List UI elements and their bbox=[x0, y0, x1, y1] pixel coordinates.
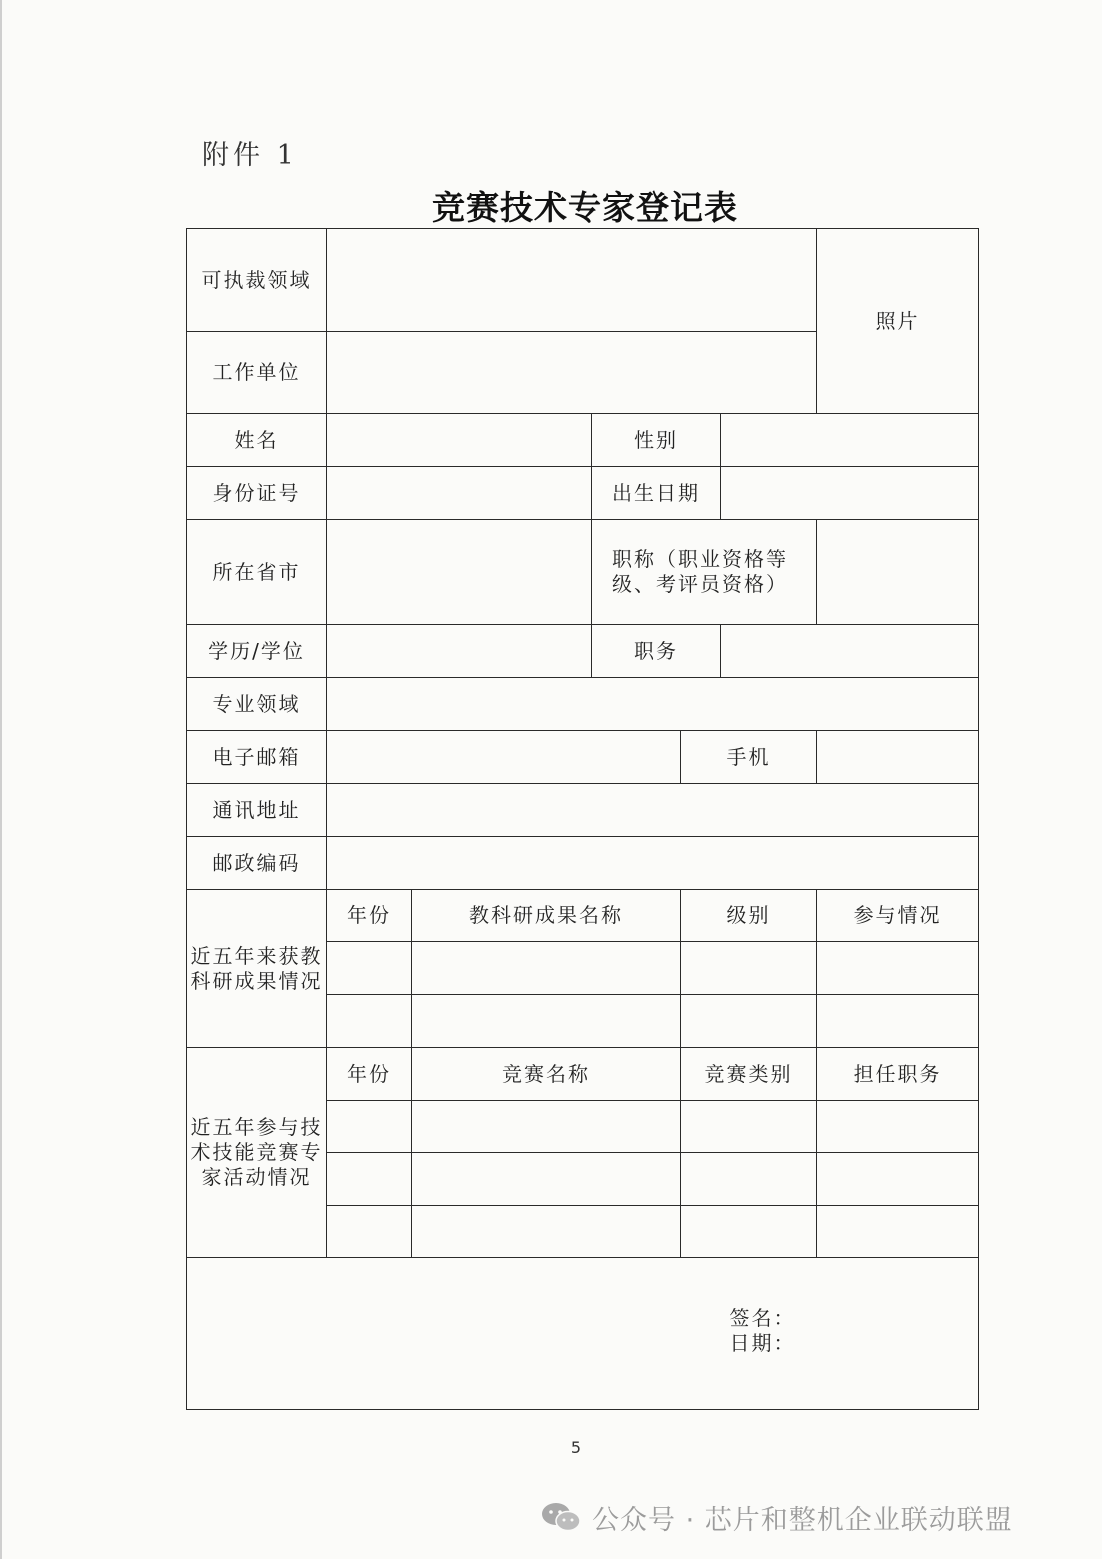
research-row-1-year[interactable] bbox=[327, 942, 412, 995]
watermark-text: 公众号 · 芯片和整机企业联动联盟 bbox=[592, 1504, 1013, 1536]
birth-date-label: 出生日期 bbox=[592, 467, 721, 520]
specialty-label: 专业领域 bbox=[187, 678, 327, 731]
competition-year-header: 年份 bbox=[327, 1048, 412, 1101]
research-level-header: 级别 bbox=[681, 890, 817, 942]
competition-row-3-name[interactable] bbox=[412, 1206, 681, 1258]
education-label: 学历/学位 bbox=[187, 625, 327, 678]
domain-input-cell[interactable] bbox=[327, 229, 817, 332]
postal-code-input-cell[interactable] bbox=[327, 837, 979, 890]
competition-row-3-role[interactable] bbox=[817, 1206, 979, 1258]
work-unit-label: 工作单位 bbox=[187, 332, 327, 414]
position-input-cell[interactable] bbox=[721, 625, 979, 678]
name-label: 姓名 bbox=[187, 414, 327, 467]
research-participation-header: 参与情况 bbox=[817, 890, 979, 942]
competition-section-label: 近五年参与技术技能竞赛专家活动情况 bbox=[187, 1048, 327, 1258]
id-number-input-cell[interactable] bbox=[327, 467, 592, 520]
research-row-2-name[interactable] bbox=[412, 995, 681, 1048]
signature-date-label: 日期： bbox=[729, 1330, 796, 1355]
gender-label: 性别 bbox=[592, 414, 721, 467]
gender-input-cell[interactable] bbox=[721, 414, 979, 467]
title-qualification-label: 职称（职业资格等级、考评员资格） bbox=[592, 520, 817, 625]
competition-row-2-year[interactable] bbox=[327, 1153, 412, 1206]
province-city-input-cell[interactable] bbox=[327, 520, 592, 625]
signature-cell[interactable] bbox=[187, 1258, 979, 1410]
research-row-2-participation[interactable] bbox=[817, 995, 979, 1048]
competition-row-1-type[interactable] bbox=[681, 1101, 817, 1153]
title-qualification-input-cell[interactable] bbox=[817, 520, 979, 625]
research-row-2-year[interactable] bbox=[327, 995, 412, 1048]
education-input-cell[interactable] bbox=[327, 625, 592, 678]
address-label: 通讯地址 bbox=[187, 784, 327, 837]
competition-row-2-name[interactable] bbox=[412, 1153, 681, 1206]
birth-date-input-cell[interactable] bbox=[721, 467, 979, 520]
wechat-icon bbox=[540, 1500, 582, 1534]
research-row-2-level[interactable] bbox=[681, 995, 817, 1048]
attachment-label: 附件 1 bbox=[202, 140, 298, 171]
name-input-cell[interactable] bbox=[327, 414, 592, 467]
form-title: 竞赛技术专家登记表 bbox=[432, 188, 738, 227]
competition-role-header: 担任职务 bbox=[817, 1048, 979, 1101]
photo-cell[interactable]: 照片 bbox=[817, 229, 979, 414]
competition-name-header: 竞赛名称 bbox=[412, 1048, 681, 1101]
competition-row-3-type[interactable] bbox=[681, 1206, 817, 1258]
research-name-header: 教科研成果名称 bbox=[412, 890, 681, 942]
position-label: 职务 bbox=[592, 625, 721, 678]
specialty-input-cell[interactable] bbox=[327, 678, 979, 731]
competition-type-header: 竞赛类别 bbox=[681, 1048, 817, 1101]
research-row-1-name[interactable] bbox=[412, 942, 681, 995]
email-label: 电子邮箱 bbox=[187, 731, 327, 784]
mobile-input-cell[interactable] bbox=[817, 731, 979, 784]
watermark bbox=[540, 1495, 1013, 1539]
competition-row-3-year[interactable] bbox=[327, 1206, 412, 1258]
competition-row-1-name[interactable] bbox=[412, 1101, 681, 1153]
research-row-1-level[interactable] bbox=[681, 942, 817, 995]
competition-row-2-role[interactable] bbox=[817, 1153, 979, 1206]
address-input-cell[interactable] bbox=[327, 784, 979, 837]
signature-label: 签名： bbox=[729, 1305, 796, 1330]
registration-form-table bbox=[186, 228, 979, 1410]
page-edge bbox=[0, 0, 2, 1559]
mobile-label: 手机 bbox=[681, 731, 817, 784]
work-unit-input-cell[interactable] bbox=[327, 332, 817, 414]
page-number: 5 bbox=[570, 1438, 582, 1457]
email-input-cell[interactable] bbox=[327, 731, 681, 784]
research-row-1-participation[interactable] bbox=[817, 942, 979, 995]
id-number-label: 身份证号 bbox=[187, 467, 327, 520]
competition-row-2-type[interactable] bbox=[681, 1153, 817, 1206]
research-year-header: 年份 bbox=[327, 890, 412, 942]
competition-row-1-year[interactable] bbox=[327, 1101, 412, 1153]
competition-row-1-role[interactable] bbox=[817, 1101, 979, 1153]
postal-code-label: 邮政编码 bbox=[187, 837, 327, 890]
domain-label: 可执裁领域 bbox=[187, 229, 327, 332]
province-city-label: 所在省市 bbox=[187, 520, 327, 625]
research-section-label: 近五年来获教科研成果情况 bbox=[187, 890, 327, 1048]
